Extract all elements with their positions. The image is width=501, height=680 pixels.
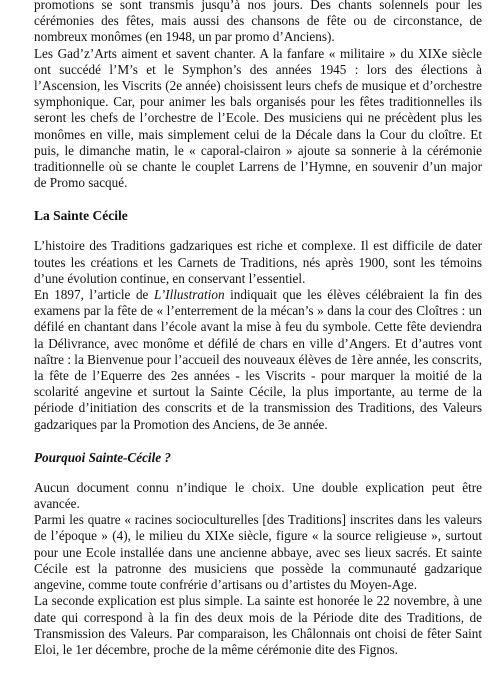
paragraph-seconde-explication: La seconde explication est plus simple. La sainte est honorée le 22 novembre, à une date qui correspond à la fin des deux mois de la Période dite des Traditions, de Transmission des Valeurs. Par comparaison, les Châlonnais ont choisi de fêter Saint Eloi, le 1er décembre, proche de la même cérémonie dite des Fignos. — [34, 593, 482, 657]
section-heading-sainte-cecile: La Sainte Cécile — [34, 208, 128, 224]
paragraph-racines: Parmi les quatre « racines socioculturelles [des Traditions] inscrites dans les valeurs de l’époque » (4), le milieu du XIXe siècle, figure « la source religieuse », surtout pour une Ecole installée dans une ancienne abbaye, avec ses lieux sacrés. Et sainte Cécile est la patronne des musiciens que possède la communauté gadzarique angevine, comme toute confrérie d’artisans ou d’artistes du Moyen-Age. — [34, 512, 482, 593]
illustration-title: L’Illustration — [153, 287, 225, 303]
paragraph-1897-rest: indiquait que les élèves célébraient la fin des examens par la fête de « l’enterrement de la mécan’s » dans la cour des Cloîtres : un défilé en chantant dans l’école avant la mise à feu du symbole. Cette fête deviendra la Délivrance, avec monôme et défilé de chars en ville d’Angers. Et d’autres vont naître : la Bienvenue pour l’accueil des nouveaux élèves de 1ère année, les conscrits, la fête de l’Equerre des 2es années - les Viscrits - pour marquer la moitié de la scolarité angevine et surtout la Sainte Cécile, la plus importante, au terme de la période d’initiation des conscrits et de la transmission des Traditions, des Valeurs gadzariques par la Promotion des Anciens, de 3e année. — [34, 287, 482, 432]
paragraph-1897-start: En 1897, l’article de — [34, 287, 154, 303]
paragraph-chants: promotions se sont transmis jusqu’à nos jours. Des chants solennels pour les cérémonies des fêtes, mais aussi des chansons de fête ou de circonstance, de nombreux monômes (en 1948, un par promo d’Anciens). — [34, 0, 482, 45]
paragraph-histoire-traditions: L’histoire des Traditions gadzariques est riche et complexe. Il est difficile de dater toutes les créations et les Carnets de Traditions, nés après 1900, sont les témoins d’une évolution continue, en conservant l’essentiel. — [34, 238, 482, 286]
subheading-pourquoi-sainte-cecile: Pourquoi Sainte-Cécile ? — [34, 449, 172, 465]
paragraph-1897 — [34, 287, 482, 433]
paragraph-gadzarts-chanter: Les Gad’z’Arts aiment et savent chanter. A la fanfare « militaire » du XIXe siècle ont succédé l’M’s et le Symphon’s des années 1945 : lors des élections à l’Ascension, les Viscrits (2e année) choisissent leurs chefs de musique et d’orchestre symphonique. Car, pour animer les bals organisés pour les fêtes traditionnelles ils seront les chefs de l’orchestre de l’Ecole. Des musiciens qui ne précèdent plus les monômes en ville, mais simplement celui de la Décale dans la Cour du cloître. Et puis, le dimanche matin, le « caporal-clairon » ajoute sa sonnerie à la cérémonie traditionnelle où se chante le couplet Larrens de l’Hymne, en souvenir d’un major de Promo sacqué. — [34, 45, 482, 191]
paragraph-aucun-document: Aucun document connu n’indique le choix. Une double explication peut être avancée. — [34, 479, 482, 512]
